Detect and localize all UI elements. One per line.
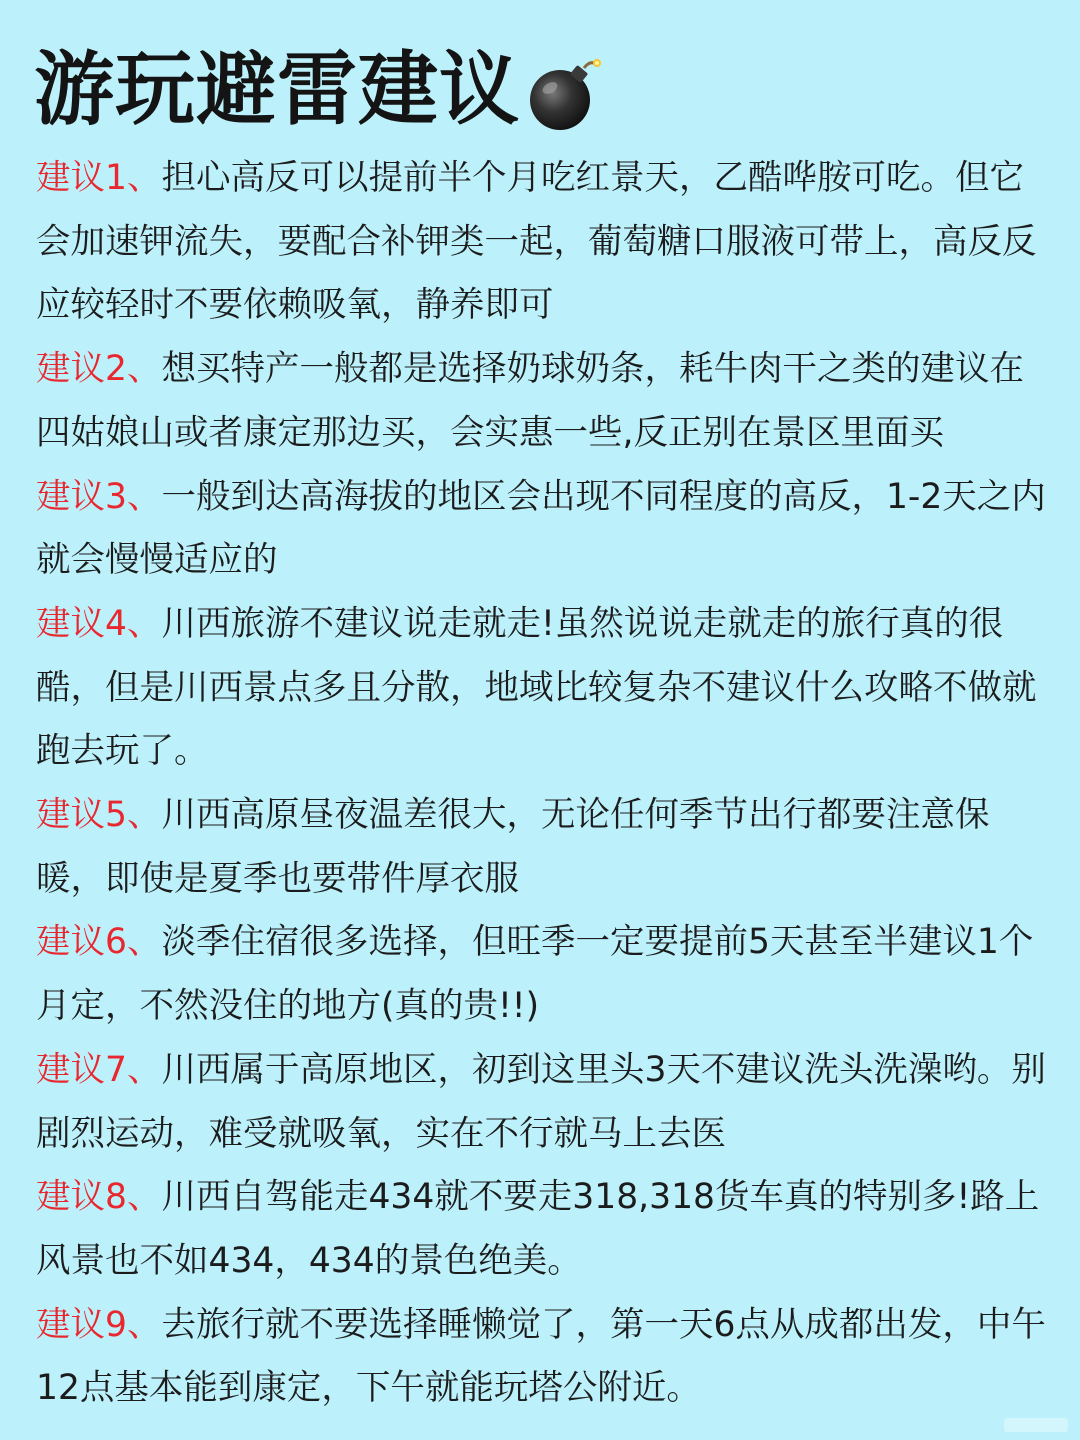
tip-label: 建议9、 — [36, 1304, 162, 1345]
tip-label: 建议5、 — [36, 795, 162, 836]
tip-text: 川西高原昼夜温差很大，无论任何季节出行都要注意保暖，即使是夏季也要带件厚衣服 — [36, 795, 990, 899]
watermark — [1004, 1418, 1068, 1432]
tip-9 — [36, 1294, 1054, 1421]
tip-label: 建议7、 — [36, 1049, 162, 1090]
tip-label: 建议6、 — [36, 922, 162, 963]
tip-text: 淡季住宿很多选择，但旺季一定要提前5天甚至半建议1个月定，不然没住的地方(真的贵!!) — [36, 922, 1034, 1027]
bomb-icon — [524, 54, 604, 134]
tip-2 — [36, 338, 1054, 465]
tip-text: 想买特产一般都是选择奶球奶条，耗牛肉干之类的建议在四姑娘山或者康定那边买，会实惠一些,反正别在景区里面买 — [36, 349, 1024, 453]
tip-label: 建议2、 — [36, 349, 162, 390]
tip-label: 建议4、 — [36, 603, 162, 644]
tip-5 — [36, 784, 1054, 911]
title-row — [34, 42, 604, 138]
tip-3 — [36, 466, 1054, 593]
page-title: 游玩避雷建议 — [34, 43, 520, 136]
tip-text: 川西自驾能走434就不要走318,318货车真的特别多!路上风景也不如434，434的景色绝美。 — [36, 1177, 1040, 1281]
tip-6 — [36, 911, 1054, 1038]
tips-list — [36, 147, 1054, 1421]
tip-label: 建议1、 — [36, 158, 162, 198]
tip-text: 一般到达高海拔的地区会出现不同程度的高反，1-2天之内就会慢慢适应的 — [36, 476, 1046, 581]
tip-text: 川西旅游不建议说走就走!虽然说说走就走的旅行真的很酷，但是川西景点多且分散，地域比较复杂不建议什么攻略不做就跑去玩了。 — [36, 603, 1037, 772]
tip-4 — [36, 593, 1054, 784]
tip-8 — [36, 1166, 1054, 1293]
tip-7 — [36, 1039, 1054, 1166]
tip-label: 建议8、 — [36, 1177, 162, 1218]
tip-text: 担心高反可以提前半个月吃红景天，乙酷哗胺可吃。但它会加速钾流失，要配合补钾类一起，葡萄糖口服液可带上，高反反应较轻时不要依赖吸氧，静养即可 — [36, 158, 1037, 326]
tip-1 — [36, 147, 1054, 338]
tip-text: 川西属于高原地区，初到这里头3天不建议洗头洗澡哟。别剧烈运动，难受就吸氧，实在不行就马上去医 — [36, 1049, 1046, 1154]
tip-label: 建议3、 — [36, 476, 162, 517]
tip-text: 去旅行就不要选择睡懒觉了，第一天6点从成都出发，中午12点基本能到康定，下午就能玩塔公附近。 — [36, 1304, 1046, 1409]
